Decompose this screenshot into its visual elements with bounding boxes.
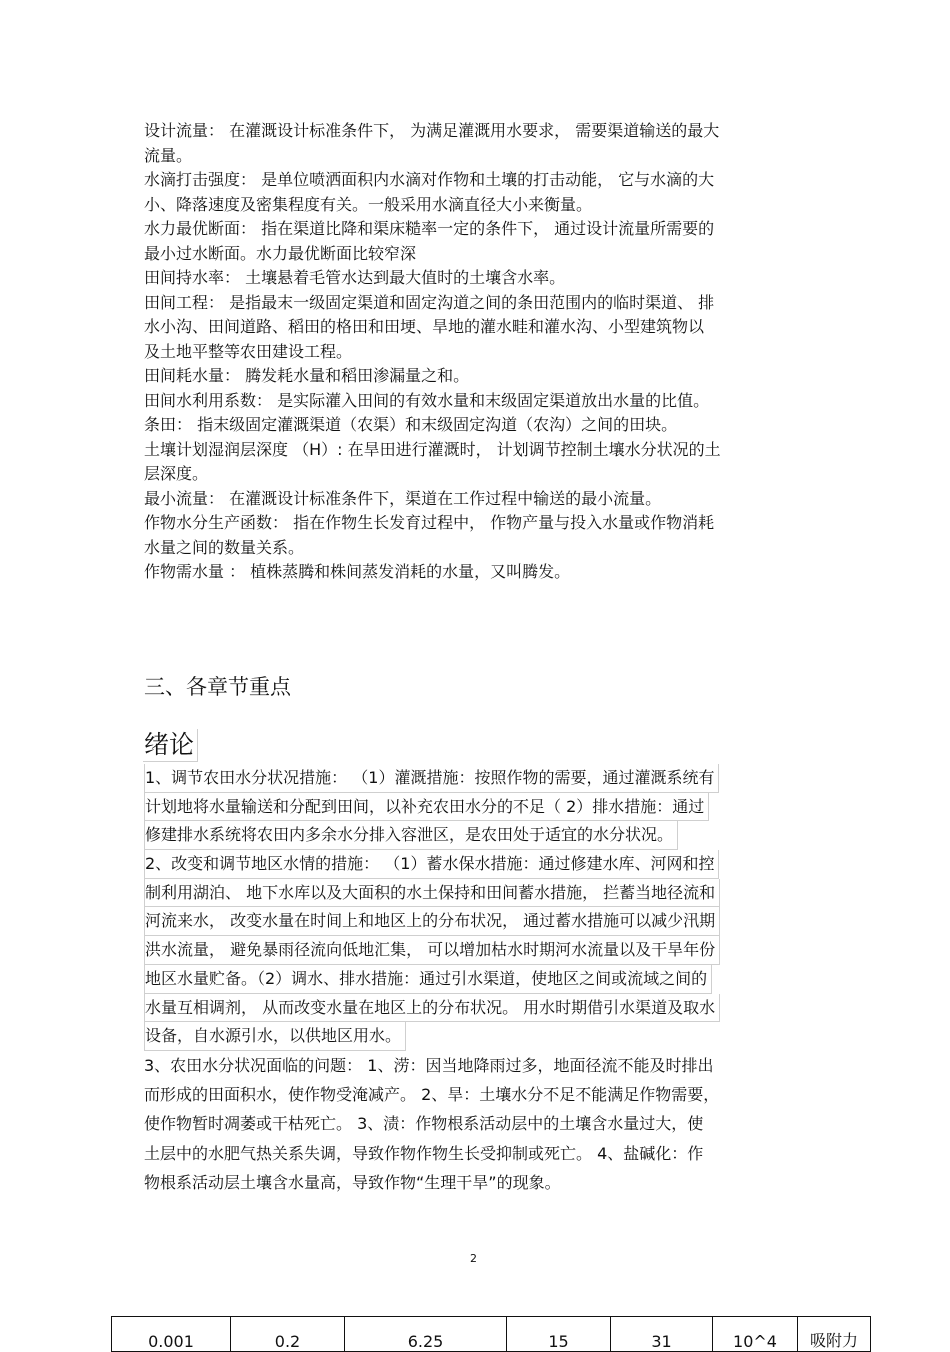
item-2-line: 2、改变和调节地区水情的措施： （1）蓄水保水措施：通过修建水库、河网和控 bbox=[144, 850, 719, 879]
definition-line: 土壤计划湿润层深度 （H）: 在旱田进行灌溉时， 计划调节控制土壤水分状况的土 bbox=[144, 439, 721, 459]
page-number: 2 bbox=[470, 1252, 477, 1265]
definition-line: 作物需水量 ： 植株蒸腾和株间蒸发消耗的水量，又叫腾发。 bbox=[144, 562, 571, 581]
definitions-list bbox=[144, 119, 814, 585]
definition-line: 流量。 bbox=[144, 145, 193, 165]
definition-line: 及土地平整等农田建设工程。 bbox=[144, 341, 353, 361]
definition-line: 田间工程： 是指最末一级固定渠道和固定沟道之间的条田范围内的临时渠道、 排 bbox=[144, 292, 715, 312]
chapter-title: 绪论 bbox=[143, 729, 198, 762]
definition-line: 水量之间的数量关系。 bbox=[144, 537, 305, 557]
item-2-line: 制利用湖泊、 地下水库以及大面积的水土保持和田间蓄水措施， 拦蓄当地径流和 bbox=[144, 879, 720, 908]
definition-line: 水滴打击强度： 是单位喷洒面积内水滴对作物和土壤的打击动能， 它与水滴的大 bbox=[144, 170, 715, 189]
item-2-line: 水量互相调剂， 从而改变水量在地区上的分布状况。 用水时期借引水渠道及取水 bbox=[144, 994, 720, 1023]
item-3-line: 土层中的水肥气热关系失调，导致作物作物生长受抑制或死亡。 4、盐碱化：作 bbox=[144, 1143, 704, 1163]
table-row bbox=[112, 1317, 871, 1352]
item-2-line: 地区水量贮备。（2）调水、排水措施：通过引水渠道，使地区之间或流域之间的 bbox=[144, 965, 712, 994]
definition-line: 小、降落速度及密集程度有关。一般采用水滴直径大小来衡量。 bbox=[144, 194, 593, 214]
definition-line: 最小流量： 在灌溉设计标准条件下，渠道在工作过程中输送的最小流量。 bbox=[144, 488, 662, 508]
definition-line: 田间耗水量： 腾发耗水量和稻田渗漏量之和。 bbox=[144, 366, 470, 385]
definition-line: 水小沟、田间道路、稻田的格田和田埂、旱地的灌水畦和灌水沟、小型建筑物以 bbox=[144, 317, 705, 336]
definition-line: 层深度。 bbox=[144, 464, 209, 483]
item-2-block bbox=[143, 850, 813, 1051]
item-1-line: 修建排水系统将农田内多余水分排入容泄区，是农田处于适宜的水分状况。 bbox=[144, 821, 678, 850]
definition-line: 水力最优断面： 指在渠道比降和渠床糙率一定的条件下， 通过设计流量所需要的 bbox=[144, 219, 715, 238]
item-2-line: 河流来水， 改变水量在时间上和地区上的分布状况， 通过蓄水措施可以减少汛期 bbox=[144, 907, 720, 936]
section-heading: 三、各章节重点 bbox=[144, 675, 291, 699]
table-cell: 0.2 bbox=[231, 1317, 345, 1352]
definition-line: 条田： 指末级固定灌溉渠道（农渠）和末级固定沟道（农沟）之间的田块。 bbox=[144, 415, 678, 434]
definition-line: 田间持水率： 土壤悬着毛管水达到最大值时的土壤含水率。 bbox=[144, 268, 566, 287]
table-cell: 10^4 bbox=[713, 1317, 798, 1352]
item-3-block bbox=[144, 1051, 814, 1197]
item-1-line: 计划地将水量输送和分配到田间，以补充农田水分的不足（ 2）排水措施：通过 bbox=[144, 793, 709, 822]
data-table bbox=[111, 1316, 871, 1352]
item-1-block bbox=[143, 764, 813, 850]
definition-line: 作物水分生产函数： 指在作物生长发育过程中， 作物产量与投入水量或作物消耗 bbox=[144, 513, 715, 532]
table-cell: 0.001 bbox=[112, 1317, 231, 1352]
item-3-line: 而形成的田面积水，使作物受淹减产。 2、旱：土壤水分不足不能满足作物需要， bbox=[144, 1085, 720, 1105]
table-cell: 6.25 bbox=[345, 1317, 507, 1352]
item-1-line: 1、调节农田水分状况措施： （1）灌溉措施：按照作物的需要，通过灌溉系统有 bbox=[144, 764, 719, 793]
table-cell: 31 bbox=[611, 1317, 713, 1352]
item-3-line: 3、农田水分状况面临的问题： 1、涝：因当地降雨过多，地面径流不能及时排出 bbox=[144, 1056, 714, 1075]
item-2-line: 设备，自水源引水，以供地区用水。 bbox=[144, 1022, 406, 1051]
definition-line: 最小过水断面。水力最优断面比较窄深 bbox=[144, 243, 417, 263]
definition-line: 田间水利用系数： 是实际灌入田间的有效水量和末级固定渠道放出水量的比值。 bbox=[144, 390, 710, 410]
item-3-line: 使作物暂时凋萎或干枯死亡。 3、渍：作物根系活动层中的土壤含水量过大，使 bbox=[144, 1114, 704, 1134]
item-3-line: 物根系活动层土壤含水量高，导致作物“生理干旱”的现象。 bbox=[144, 1172, 561, 1192]
item-2-line: 洪水流量， 避免暴雨径流向低地汇集， 可以增加枯水时期河水流量以及干旱年份 bbox=[144, 936, 720, 965]
table-cell: 15 bbox=[507, 1317, 611, 1352]
definition-line: 设计流量： 在灌溉设计标准条件下， 为满足灌溉用水要求， 需要渠道输送的最大 bbox=[144, 121, 720, 140]
table-cell: 吸附力 bbox=[798, 1317, 871, 1352]
